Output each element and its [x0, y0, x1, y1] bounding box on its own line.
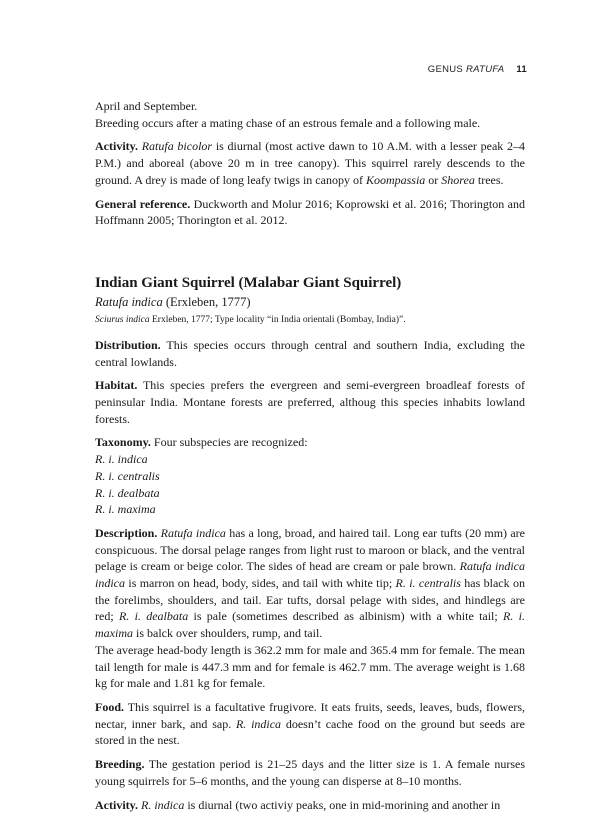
paragraph-text: is diurnal (most active dawn to 10 A.M. with a lesser peak 2–4 P.M.) and aboreal (above 20 m in tree canopy). This squirrel rarely descends to the ground. A drey is made of long leafy twigs in canopy of [95, 139, 526, 187]
paragraph-text: is balck over shoulders, rump, and tail. [133, 626, 323, 641]
paragraph-text: is marron on head, body, sides, and tail with white tip; [125, 576, 396, 591]
subspecies-item: R. i. dealbata [95, 485, 160, 500]
distribution-paragraph [95, 337, 525, 370]
species-scientific-name [95, 293, 525, 311]
section-label: General reference. [95, 196, 191, 211]
continuation-line: April and September. [95, 99, 198, 113]
habitat-paragraph [95, 377, 525, 427]
species-title: Indian Giant Squirrel (Malabar Giant Squirrel) [95, 274, 402, 291]
species-name: Ratufa indica [160, 525, 226, 540]
genus-name: RATUFA [466, 64, 505, 75]
section-label: Taxonomy. [95, 435, 151, 450]
taxonomy-paragraph [95, 434, 525, 451]
subspecies-item: R. i. indica [95, 452, 148, 467]
synonymy-line [95, 311, 525, 329]
section-label: Activity. [95, 139, 138, 154]
prev-activity-paragraph [95, 138, 525, 188]
species-name: R. indica [141, 797, 185, 812]
paragraph-text: has a long, broad, and haired tail. Long ear tufts (20 mm) are conspicuous. The dorsal pelage ranges from light rust to maroon or black, and the ventral pelage is cream or beige color. The sides of head are cream or pale brown. [95, 525, 525, 574]
paragraph-text: trees. [474, 172, 504, 187]
species-name: R. i. maxima [95, 609, 525, 641]
paragraph-text: is diurnal (two activiy peaks, one in mid-morining and another in [184, 797, 501, 812]
species-name: R. indica [235, 716, 282, 731]
synonym-name: Sciurus indica [95, 314, 150, 325]
running-head [428, 64, 527, 75]
breeding-line: Breeding occurs after a mating chase of an estrous female and a following male. [95, 115, 481, 130]
paragraph-text: doesn’t cache food on the ground but seeds are stored in the nest. [95, 716, 525, 748]
paragraph-text: The gestation period is 21–25 days and the litter size is 1. A female nurses young squirrels for 5–6 months, and the young can disperse at 8–10 months. [95, 757, 525, 788]
authority: (Erxleben, 1777) [162, 294, 251, 309]
genus-label: GENUS [427, 64, 464, 75]
body-text [95, 98, 525, 813]
synonym-text: Erxleben, 1777; Type locality “in India orientali (Bombay, India)”. [149, 314, 406, 325]
section-label: Food. [95, 699, 125, 714]
subspecies-list [95, 451, 525, 518]
scientific-name: Ratufa indica [95, 294, 163, 309]
subspecies-item: R. i. maxima [95, 502, 156, 517]
section-label: Distribution. [95, 337, 161, 352]
paragraph-text: is pale (sometimes described as albinism) with a white tail; [188, 609, 504, 624]
paragraph-text: has black on the forelimbs, shoulders, and tail. Ear tufts, dorsal pelage with sides, and hindlegs are red; [95, 576, 525, 624]
species-name: R. i. dealbata [118, 609, 189, 624]
general-reference-paragraph [95, 196, 525, 229]
section-label: Description. [95, 525, 158, 540]
page-number: 11 [516, 64, 527, 75]
species-name: Ratufa indica indica [95, 559, 525, 591]
activity-paragraph [95, 797, 525, 814]
section-label: Breeding. [95, 757, 145, 772]
description-paragraph [95, 525, 525, 642]
section-label: Habitat. [95, 378, 138, 393]
genus-name: Shorea [441, 172, 475, 187]
section-label: Activity. [95, 797, 138, 812]
genus-name: Koompassia [365, 172, 426, 187]
paragraph-text: This species prefers the evergreen and semi-evergreen broadleaf forests of peninsular India. Montane forests are preferred, althoug this species inhabits lowland forests. [95, 378, 525, 426]
measurements-paragraph: The average head-body length is 362.2 mm for male and 365.4 mm for female. The mean tail length for male is 447.3 mm and for female is 462.7 mm. The average weight is 1.68 kg for male and 1.81 kg for female. [95, 642, 525, 691]
paragraph-text: This squirrel is a facultative frugivore. It eats fruits, seeds, leaves, buds, flowers, nectar, inner bark, and sap. [95, 699, 525, 731]
paragraph-text: or [425, 172, 442, 187]
paragraph-text: This species occurs through central and southern India, excluding the central lowlands. [95, 337, 525, 369]
species-name: Ratufa bicolor [141, 139, 213, 154]
species-name: R. i. centralis [395, 576, 461, 591]
paragraph-text: Four subspecies are recognized: [150, 435, 308, 450]
food-paragraph [95, 699, 525, 749]
paragraph-text: Duckworth and Molur 2016; Koprowski et al. 2016; Thorington and Hoffmann 2005; Thorington et al. 2012. [95, 196, 525, 228]
subspecies-item: R. i. centralis [95, 468, 160, 483]
breeding-paragraph [95, 756, 525, 789]
